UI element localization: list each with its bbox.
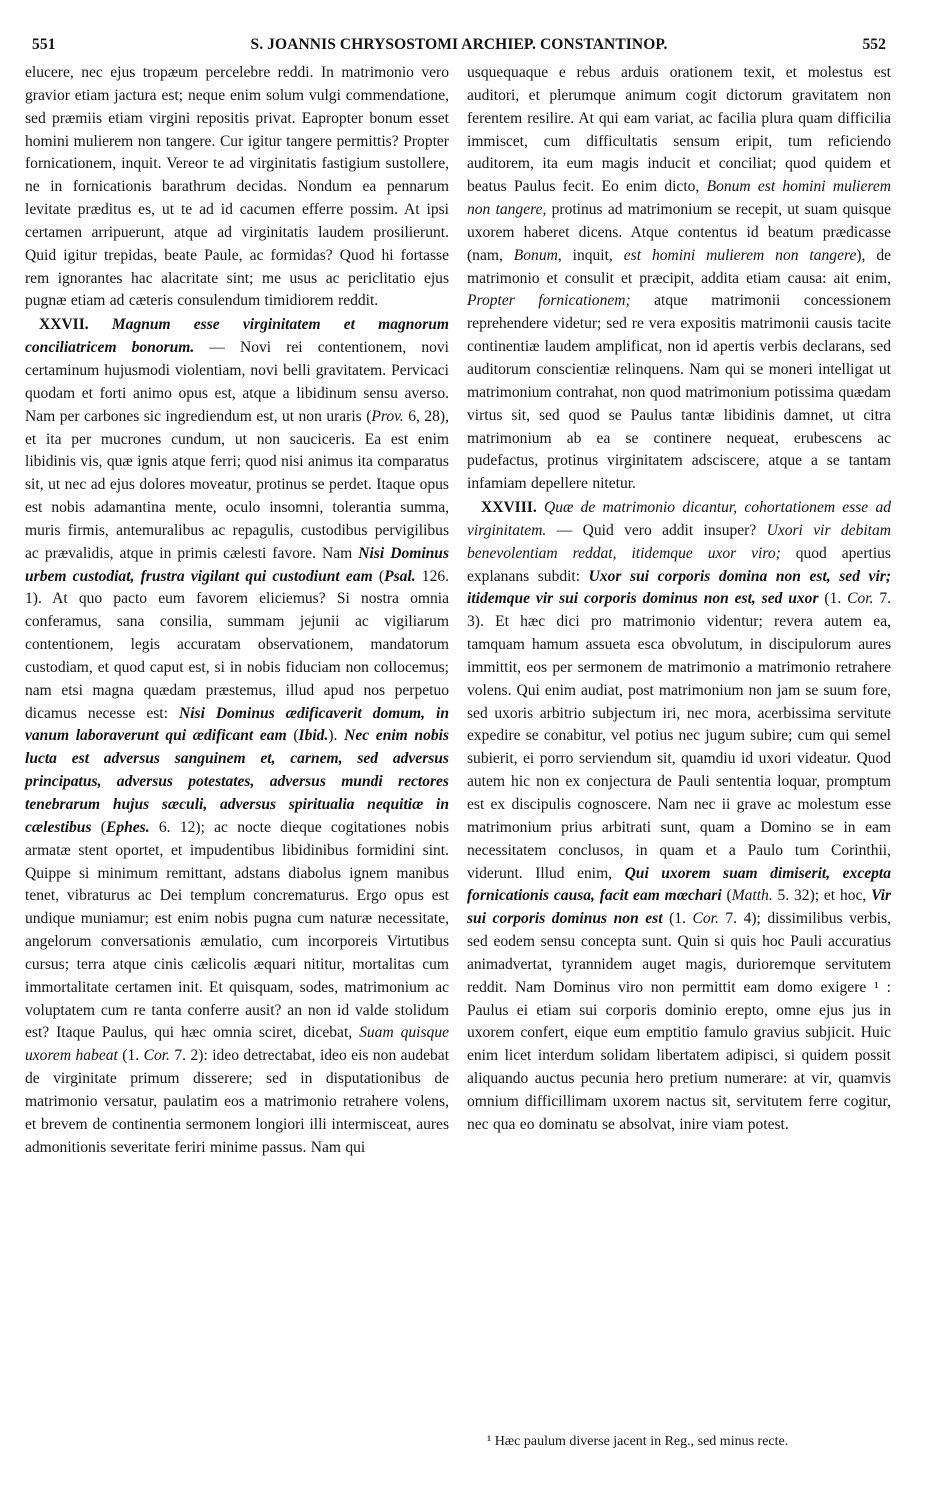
italic-text: Matth. bbox=[731, 887, 773, 905]
body-text: — Quid vero addit insuper? bbox=[546, 521, 767, 539]
running-head: S. JOANNIS CHRYSOSTOMI ARCHIEP. CONSTANTINOP. bbox=[250, 36, 668, 53]
italic-bold-text: Nec enim nobis lucta est adversus sanguinem et, carnem, sed adversus principatus, adversus potestates, adversus mundi rectores tenebrarum hujus sæculi, adversus spiritualia nequitiæ in cælestibus bbox=[25, 727, 449, 836]
body-text: usquequaque e rebus arduis orationem texit, et molestus est auditori, et plerumque animum cogit dictorum gravitatem non ferentem resilire. At qui eam variat, ac facilia plura quam difficilia immiscet, cum difficultatis sensum eripit, tum reficiendo auditorem, ita eum magis inducit et conciliat; quod quidem et beatus Paulus fecit. Eo enim dicto, bbox=[467, 64, 891, 196]
body-text: 7. 2): ideo detrectabat, ideo eis non audebat de virginitate primum disserere; sed in disputationibus de matrimonio versatur, paulatim eos a matrimonio retrahere volens, et brevem de continentia sermonem longiori illi intermisceat, aures admonitionis severitate feriri minime passus. Nam qui bbox=[25, 1047, 450, 1156]
italic-bold-text: Ibid. bbox=[298, 727, 329, 745]
footnote: ¹ Hæc paulum diverse jacent in Reg., sed minus recte. bbox=[487, 1434, 789, 1449]
body-text: atque matrimonii concessionem reprehendere videtur; sed re vera expositis matrimonii causis tacite continentiæ laudem amplificat, non id apertis verbis declarans, sed auditorum conscientiæ relinquens. Nam qui se moneri intelligat ut matrimonium contrahat, non quod matrimonium potissima quædam virtus sit, sed quod se Paulus tantæ libidinis damnet, ut citra matrimonium ab ea se continere nequeat, erubescens ac pudefactus, protinus virginitatem adsciscere, atque a se tantam infamiam depellere nitetur. bbox=[467, 292, 892, 493]
italic-text: Cor. bbox=[692, 910, 719, 928]
italic-bold-text: Nisi Dominus urbem custodiat, frustra vigilant qui custodiunt eam bbox=[25, 544, 449, 585]
body-text: — Novi rei contentionem, novi certaminum hujusmodi violentiam, novi belli gravitatem. Pervicaci quodam et forti animo opus est, atque a libidinum sensu averso. Nam per carbones sic ingrediendum est, ut non uraris ( bbox=[25, 339, 449, 425]
italic-text: Quæ de matrimonio dicantur, cohortationem esse ad virginitatem. bbox=[467, 499, 891, 539]
left-page-number: 551 bbox=[32, 36, 56, 53]
paragraph bbox=[467, 497, 891, 1137]
body-text: 6, 28), et ita per mucrones cundum, ut non sauciceris. Ea est enim libidinis vis, quæ ignis atque ferri; quod nisi animus ita comparatus sit, ut nec ad ejus dolores moveatur, protinus se perdet. Itaque opus est nobis adamantina mente, oculo insomni, tolerantia summa, muris firmis, antemuralibus ac repagulis, custodibus pervigilibus ac prævalidis, atque in primis cælesti favore. Nam bbox=[25, 407, 449, 562]
body-text: ( bbox=[721, 887, 732, 905]
italic-bold-text: Qui uxorem suam dimiserit, excepta fornicationis causa, facit eam mœchari bbox=[467, 864, 891, 905]
body-text: ), de matrimonio et consulit et præcipit, addita etiam causa: ait enim, bbox=[467, 246, 892, 287]
paragraph bbox=[25, 314, 449, 1159]
body-text: , inquit, bbox=[557, 246, 624, 264]
paragraph bbox=[25, 62, 449, 313]
italic-text: Propter fornicationem; bbox=[467, 292, 631, 310]
body-text: 5. 32); et hoc, bbox=[772, 887, 872, 905]
body-text bbox=[89, 316, 112, 333]
right-column bbox=[467, 62, 891, 1137]
italic-text: Cor. bbox=[143, 1047, 170, 1065]
section-number: XXVII. bbox=[39, 316, 89, 334]
page-header bbox=[32, 33, 886, 57]
body-text: (1. bbox=[818, 590, 848, 608]
body-text: quod apertius explanans subdit: bbox=[467, 544, 891, 585]
body-text: (1. bbox=[117, 1047, 144, 1065]
left-column bbox=[25, 62, 449, 1160]
body-text: ( bbox=[286, 727, 299, 745]
italic-bold-text: Magnum esse virginitatem et magnorum conciliatricem bonorum. bbox=[25, 316, 449, 357]
italic-text: Prov. bbox=[371, 407, 404, 425]
body-text: ( bbox=[91, 818, 106, 836]
body-text: elucere, nec ejus tropæum percelebre reddi. In matrimonio vero gravior etiam jactura est; neque enim solum vulgi commendatione, sed præmiis etiam virgini repositis privat. Eapropter bonum esset homini mulierem non tangere. Cur igitur tangere permittis? Propter fornicationem, inquit. Vereor te ad virginitatis fastigium sustollere, ne in fornicationis barathrum decidas. Nondum ea pennarum levitate præditus es, ut te ad id cacumen efferre possim. At ipsi certamen arripuerunt, atque ad virginitatis laudem prosilierunt. Quid igitur trepidas, beate Paule, ac formidas? Quod hi fortasse rem ignorantes hac alacritate sint; me usus ac periclitatio ejus pugnæ etiam ad cæteris consulendum timidiorem reddit. bbox=[25, 64, 449, 310]
italic-text: Suam quisque uxorem habeat bbox=[25, 1024, 449, 1065]
right-page-number: 552 bbox=[862, 36, 886, 53]
body-text: ( bbox=[372, 567, 385, 585]
body-text: 7. 4); dissimilibus verbis, sed eodem sensu concepta sunt. Quin si quis hoc Pauli accuratius animadvertat, tyrannidem auget magis, durioremque servitutem reddit. Nam Dominus viro non permittit eam domo exigere ¹ : Paulus ei etiam sui corporis dominio erepto, omne ejus jus in uxorem confert, eique eum emptitio famulo gravius subjicit. Huic enim licet interdum solidam libertatem adipisci, si quidem possit aliquando auctus pecunia hero pretium numerare: at vir, quamvis omnium difficillimam uxorem nactus sit, servitutem ferre cogitur, nec qua eo dominatu se absolvat, inire viam potest. bbox=[467, 910, 891, 1133]
italic-bold-text: Psal. bbox=[384, 567, 416, 585]
italic-text: Uxori vir debitam benevolentiam reddat, itidemque uxor viro; bbox=[467, 521, 891, 562]
italic-text: Cor. bbox=[847, 590, 874, 608]
section-number: XXVIII. bbox=[481, 499, 537, 517]
body-text: 126. 1). At quo pacto eum favorem eliciemus? Si nostra omnia conferamus, sana consilia, summam jejunii ac vigiliarum contentionem, legis accuratam observationem, mandatorum custodiam, et quod caput est, si in nobis fiduciam non collocemus; nam etsi magna quædam præstemus, illud apud nos perpetuo dicamus necesse est: bbox=[25, 567, 450, 722]
body-text: (1. bbox=[662, 910, 693, 928]
body-text: ). bbox=[328, 727, 345, 745]
body-text bbox=[537, 499, 544, 516]
italic-text: Bonum bbox=[513, 246, 558, 264]
paragraph bbox=[467, 62, 891, 496]
italic-text: est homini mulierem non tangere bbox=[623, 246, 857, 264]
italic-bold-text: Vir sui corporis dominus non est bbox=[467, 887, 891, 928]
body-text: , protinus ad matrimonium se recepit, ut suam quisque uxorem haberet dicens. Atque contentus id beatum prædicasse (nam, bbox=[467, 201, 891, 264]
body-text: 6. 12); ac nocte dieque cogitationes nobis armatæ stent oportet, et impudentibus libidinibus formidini sint. Quippe si minimum remittant, adstans diabolus ignem manibus tenet, vibraturus ac Dei templum concrematurus. Ergo opus est undique muniamur; est enim nobis pugna cum naturæ necessitate, angelorum conversationis æmulatio, cum incorporeis Virtutibus cursus; terra atque cinis cælicolis æquari nititur, mortalitas cum immortalitate certamen init. Et quisquam, sodes, matrimonium ac voluptatem cum re tanta conferre ausit? an non id valde stolidum est? Itaque Paulus, qui hæc omnia sciret, dicebat, bbox=[25, 818, 449, 1042]
italic-bold-text: Ephes. bbox=[105, 818, 150, 836]
italic-bold-text: Uxor sui corporis domina non est, sed vir; itidemque vir sui corporis dominus non est, sed uxor bbox=[467, 567, 891, 608]
italic-bold-text: Nisi Dominus ædificaverit domum, in vanum laboraverunt qui ædificant eam bbox=[25, 704, 449, 745]
body-text: 7. 3). Et hæc dici pro matrimonio videntur; revera autem ea, tamquam hamum assueta esca obvolutum, in discipulorum aures immittit, eos per sermonem de matrimonio a matrimonio retrahere volens. Qui enim audiat, post matrimonium non jam se suum fore, sed uxoris arbitrio subjectum iri, nec mora, acerbissima servitute expedire se conabitur, vel potius nec jugum subire; cum qui semel subierit, ei porro serviendum sit, quamdiu id uxori videatur. Quod autem hic non ex conjectura de Pauli sententia loquar, promptum est ex discipulis cognoscere. Nam nec ii grave ac molestum esse matrimonium prius arbitrati sunt, quam a Domino se in eam necessitatem conclusos, in quam et a Paulo tum Corinthii, viderunt. Illud enim, bbox=[467, 590, 892, 882]
italic-text: Bonum est homini mulierem non tangere bbox=[467, 178, 891, 219]
